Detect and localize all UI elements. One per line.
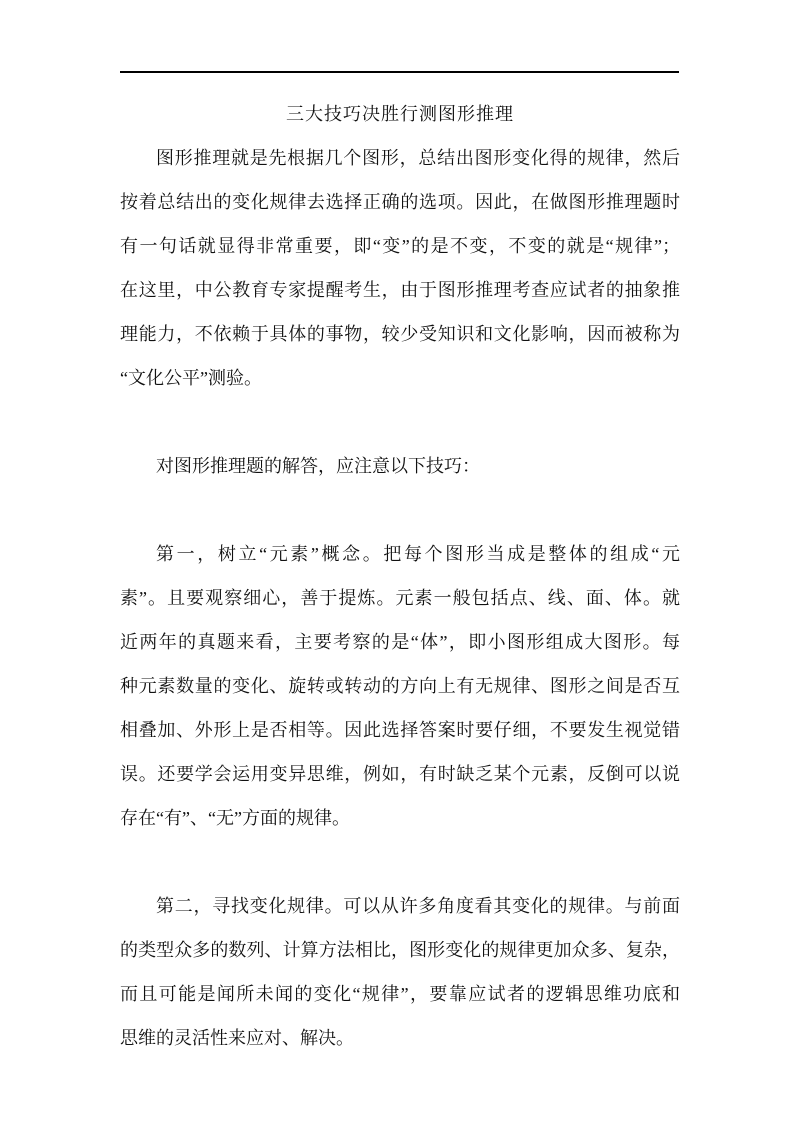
title-block [120,92,680,136]
text-line: 素”。且要观察细心，善于提炼。元素一般包括点、线、面、体。就 [120,588,680,608]
text-line: 在这里，中公教育专家提醒考生，由于图形推理考查应试者的抽象推 [120,280,680,300]
text-line: 相叠加、外形上是否相等。因此选择答案时要仔细，不要发生视觉错 [120,720,680,740]
text-line: 对图形推理题的解答，应注意以下技巧： [156,456,480,476]
text-line: 种元素数量的变化、旋转或转动的方向上有无规律、图形之间是否互 [120,676,680,696]
text-line: 图形推理就是先根据几个图形，总结出图形变化得的规律，然后 [156,148,680,168]
text-line: “文化公平”测验。 [120,368,262,388]
text-line: 存在“有”、“无”方面的规律。 [120,808,350,828]
text-line: 有一句话就显得非常重要，即“变”的是不变，不变的就是“规律”； [120,236,680,256]
header-rule [120,71,679,73]
paragraphs [120,136,680,1060]
paragraph [120,532,680,840]
text-line: 的类型众多的数列、计算方法相比，图形变化的规律更加众多、复杂， [120,940,680,960]
document-title: 三大技巧决胜行测图形推理 [286,104,514,124]
paragraph [120,136,680,400]
paragraph [120,884,680,1060]
document-content [120,92,680,1060]
text-line: 近两年的真题来看，主要考察的是“体”，即小图形组成大图形。每 [120,632,680,652]
text-line: 误。还要学会运用变异思维，例如，有时缺乏某个元素，反倒可以说 [120,764,680,784]
text-line: 按着总结出的变化规律去选择正确的选项。因此，在做图形推理题时 [120,192,680,212]
text-line: 理能力，不依赖于具体的事物，较少受知识和文化影响，因而被称为 [120,324,680,344]
text-line: 而且可能是闻所未闻的变化“规律”，要靠应试者的逻辑思维功底和 [120,984,680,1004]
text-line: 思维的灵活性来应对、解决。 [120,1028,354,1048]
text-line: 第二，寻找变化规律。可以从许多角度看其变化的规律。与前面 [156,896,680,916]
text-line: 第一，树立“元素”概念。把每个图形当成是整体的组成“元 [156,544,680,564]
paragraph [120,444,680,488]
